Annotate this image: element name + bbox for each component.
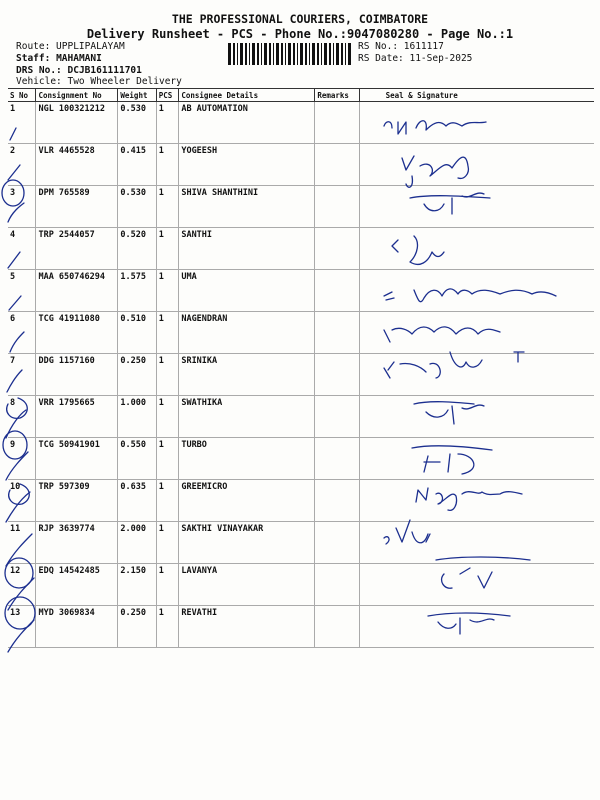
consignment-cell: RJP 3639774 xyxy=(36,522,118,564)
signature-cell xyxy=(359,354,594,396)
signature-cell xyxy=(359,438,594,480)
remarks-cell xyxy=(315,354,359,396)
pcs-cell: 1 xyxy=(156,606,179,648)
consignee-cell: LAVANYA xyxy=(179,564,315,606)
barcode-bar xyxy=(348,43,351,65)
runsheet-table xyxy=(8,88,594,648)
signature-cell xyxy=(359,606,594,648)
company-title: THE PROFESSIONAL COURIERS, COIMBATORE xyxy=(171,12,429,26)
consignee-cell: REVATHI xyxy=(179,606,315,648)
barcode-bar xyxy=(317,43,319,65)
table-row xyxy=(8,438,594,480)
remarks-cell xyxy=(315,438,359,480)
rs-date: RS Date: 11-Sep-2025 xyxy=(358,53,473,64)
barcode-bar xyxy=(249,43,250,65)
pcs-cell: 1 xyxy=(156,564,179,606)
consignee-cell: SRINIKA xyxy=(179,354,315,396)
barcode-bar xyxy=(345,43,346,65)
signature-cell xyxy=(359,522,594,564)
signature-cell xyxy=(359,480,594,522)
barcode-bar xyxy=(237,43,238,65)
remarks-cell xyxy=(315,396,359,438)
weight-cell: 0.635 xyxy=(118,480,156,522)
remarks-cell xyxy=(315,480,359,522)
table-row xyxy=(8,606,594,648)
col-remarks-header: Remarks xyxy=(315,89,359,102)
pcs-cell: 1 xyxy=(156,354,179,396)
col-weight-header: Weight xyxy=(118,89,156,102)
table-row xyxy=(8,270,594,312)
consignee-cell: UMA xyxy=(179,270,315,312)
barcode-image xyxy=(228,43,353,65)
barcode-bar xyxy=(228,43,231,65)
signature-cell xyxy=(359,270,594,312)
barcode-bar xyxy=(240,43,243,65)
sno-cell: 7 xyxy=(8,354,36,396)
sno-cell: 10 xyxy=(8,480,36,522)
pcs-cell: 1 xyxy=(156,396,179,438)
consignment-cell: TCG 41911080 xyxy=(36,312,118,354)
weight-cell: 1.000 xyxy=(118,396,156,438)
consignment-cell: MYD 3069834 xyxy=(36,606,118,648)
col-sno-header: S No xyxy=(8,89,36,102)
col-consignee-header: Consignee Details xyxy=(179,89,315,102)
table-row xyxy=(8,186,594,228)
remarks-cell xyxy=(315,606,359,648)
staff-field xyxy=(16,53,102,64)
barcode-bar xyxy=(273,43,274,65)
barcode-bar xyxy=(276,43,279,65)
pcs-cell: 1 xyxy=(156,312,179,354)
barcode-bar xyxy=(333,43,334,65)
barcode-bar xyxy=(329,43,331,65)
sno-cell: 2 xyxy=(8,144,36,186)
consignment-cell: MAA 650746294 xyxy=(36,270,118,312)
sno-cell: 3 xyxy=(8,186,36,228)
remarks-cell xyxy=(315,564,359,606)
consignee-cell: TURBO xyxy=(179,438,315,480)
consignment-cell: DDG 1157160 xyxy=(36,354,118,396)
barcode-bar xyxy=(336,43,339,65)
barcode-bar xyxy=(281,43,283,65)
table-row xyxy=(8,102,594,144)
weight-cell: 0.530 xyxy=(118,186,156,228)
consignee-cell: SANTHI xyxy=(179,228,315,270)
sno-cell: 13 xyxy=(8,606,36,648)
signature-cell xyxy=(359,312,594,354)
barcode-bar xyxy=(293,43,295,65)
table-row xyxy=(8,480,594,522)
consignment-cell: TCG 50941901 xyxy=(36,438,118,480)
pcs-cell: 1 xyxy=(156,522,179,564)
remarks-cell xyxy=(315,186,359,228)
table-row xyxy=(8,354,594,396)
remarks-cell xyxy=(315,228,359,270)
consignee-cell: SAKTHI VINAYAKAR xyxy=(179,522,315,564)
signature-cell xyxy=(359,144,594,186)
pcs-cell: 1 xyxy=(156,270,179,312)
consignee-cell: NAGENDRAN xyxy=(179,312,315,354)
signature-cell xyxy=(359,102,594,144)
weight-cell: 2.000 xyxy=(118,522,156,564)
barcode-bar xyxy=(261,43,262,65)
sno-cell: 1 xyxy=(8,102,36,144)
pcs-cell: 1 xyxy=(156,438,179,480)
sno-cell: 9 xyxy=(8,438,36,480)
pcs-cell: 1 xyxy=(156,102,179,144)
sno-cell: 11 xyxy=(8,522,36,564)
staff-value: MAHAMANI xyxy=(56,53,102,64)
col-pcs-header: PCS xyxy=(156,89,179,102)
weight-cell: 0.550 xyxy=(118,438,156,480)
staff-label: Staff: xyxy=(16,53,51,64)
table-row xyxy=(8,396,594,438)
weight-cell: 0.250 xyxy=(118,606,156,648)
sno-cell: 5 xyxy=(8,270,36,312)
consignment-cell: VRR 1795665 xyxy=(36,396,118,438)
pcs-cell: 1 xyxy=(156,186,179,228)
weight-cell: 1.575 xyxy=(118,270,156,312)
consignment-cell: EDQ 14542485 xyxy=(36,564,118,606)
table-row xyxy=(8,144,594,186)
consignee-cell: GREEMICRO xyxy=(179,480,315,522)
signature-cell xyxy=(359,186,594,228)
signature-cell xyxy=(359,396,594,438)
barcode-bar xyxy=(312,43,315,65)
consignment-cell: TRP 2544057 xyxy=(36,228,118,270)
barcode-bar xyxy=(257,43,259,65)
vehicle-label: Vehicle: Two Wheeler Delivery xyxy=(16,76,182,87)
barcode-bar xyxy=(341,43,343,65)
pcs-cell: 1 xyxy=(156,228,179,270)
table-row xyxy=(8,522,594,564)
barcode-bar xyxy=(324,43,327,65)
drs-label: DRS No.: xyxy=(16,65,62,76)
consignee-cell: SHIVA SHANTHINI xyxy=(179,186,315,228)
pcs-cell: 1 xyxy=(156,144,179,186)
table-row xyxy=(8,312,594,354)
rs-number: RS No.: 1611117 xyxy=(358,41,444,52)
barcode-bar xyxy=(252,43,255,65)
weight-cell: 2.150 xyxy=(118,564,156,606)
sno-cell: 4 xyxy=(8,228,36,270)
route-label: Route: UPPLIPALAYAM xyxy=(16,41,125,52)
runsheet-title: Delivery Runsheet - PCS - Phone No.:9047080280 - Page No.:1 xyxy=(86,27,514,41)
pcs-cell: 1 xyxy=(156,480,179,522)
consignee-cell: SWATHIKA xyxy=(179,396,315,438)
consignment-cell: TRP 597309 xyxy=(36,480,118,522)
sno-cell: 8 xyxy=(8,396,36,438)
remarks-cell xyxy=(315,102,359,144)
barcode-bar xyxy=(264,43,267,65)
drs-field xyxy=(16,65,142,76)
weight-cell: 0.520 xyxy=(118,228,156,270)
barcode-bar xyxy=(297,43,298,65)
weight-cell: 0.510 xyxy=(118,312,156,354)
signature-cell xyxy=(359,564,594,606)
consignment-cell: NGL 100321212 xyxy=(36,102,118,144)
drs-value: DCJB161111701 xyxy=(67,65,142,76)
table-header-row xyxy=(8,89,594,102)
remarks-cell xyxy=(315,270,359,312)
sno-cell: 6 xyxy=(8,312,36,354)
consignment-cell: DPM 765589 xyxy=(36,186,118,228)
barcode-bar xyxy=(233,43,235,65)
sno-cell: 12 xyxy=(8,564,36,606)
barcode-bar xyxy=(309,43,310,65)
weight-cell: 0.415 xyxy=(118,144,156,186)
weight-cell: 0.250 xyxy=(118,354,156,396)
signature-cell xyxy=(359,228,594,270)
barcode-bar xyxy=(288,43,291,65)
col-consignment-header: Consignment No xyxy=(36,89,118,102)
remarks-cell xyxy=(315,522,359,564)
col-signature-header: Seal & Signature xyxy=(359,89,594,102)
table-row xyxy=(8,228,594,270)
barcode-bar xyxy=(245,43,247,65)
consignee-cell: YOGEESH xyxy=(179,144,315,186)
barcode-bar xyxy=(321,43,322,65)
barcode-bar xyxy=(285,43,286,65)
weight-cell: 0.530 xyxy=(118,102,156,144)
remarks-cell xyxy=(315,312,359,354)
table-row xyxy=(8,564,594,606)
remarks-cell xyxy=(315,144,359,186)
barcode-bar xyxy=(269,43,271,65)
consignee-cell: AB AUTOMATION xyxy=(179,102,315,144)
barcode-bar xyxy=(305,43,307,65)
barcode-bar xyxy=(300,43,303,65)
consignment-cell: VLR 4465528 xyxy=(36,144,118,186)
